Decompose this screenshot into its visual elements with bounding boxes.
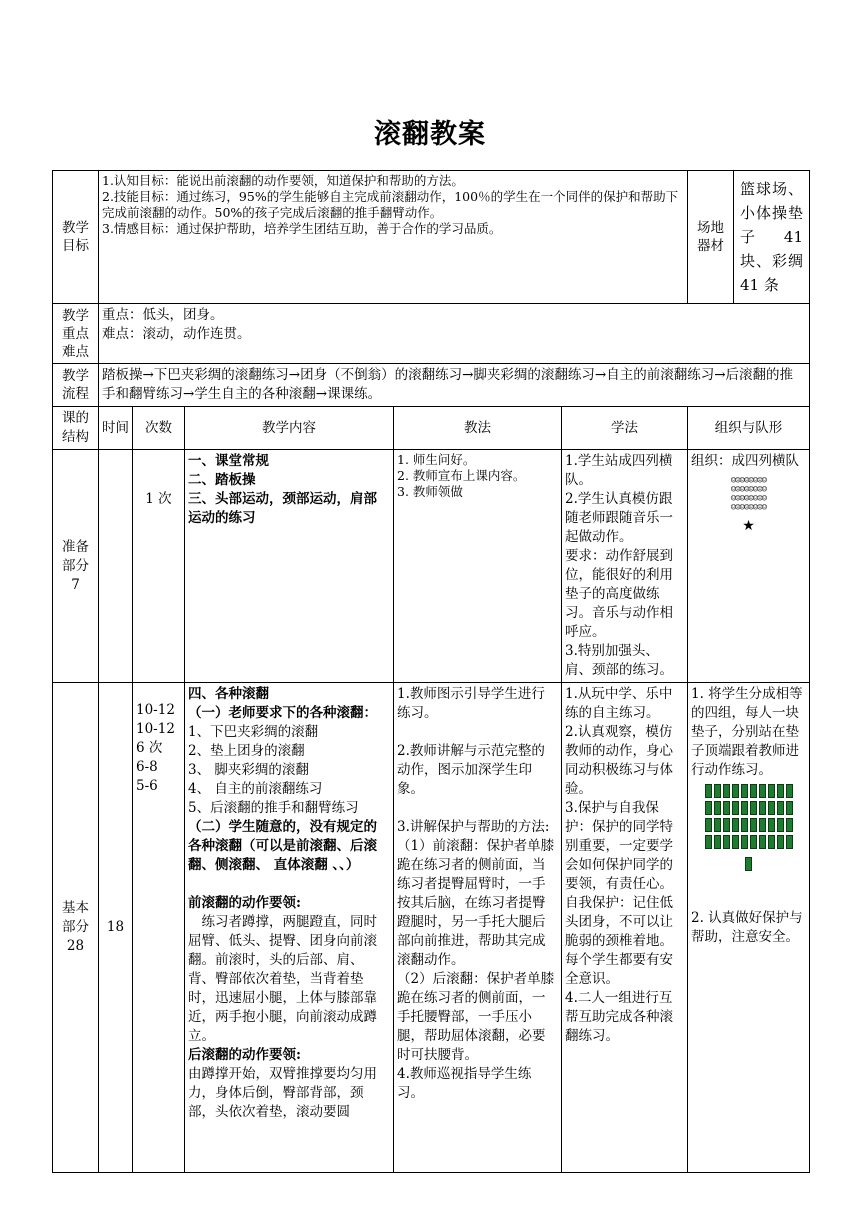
mat-icon	[759, 784, 766, 798]
basic-time: 18	[99, 683, 133, 1173]
basic-content	[185, 683, 394, 1173]
prep-org-text: 组织：成四列横队	[691, 453, 799, 469]
method-item: （2）后滚翻：保护者单膝跪在练习者的侧前面，一手托腰臀部，一手压小腿，帮助屈体滚翻，必要时可扶腰背。	[397, 971, 555, 1063]
mat-icon	[705, 784, 712, 798]
count-item: 5-6	[136, 778, 158, 794]
forward-roll-text: 练习者蹲撑，两腿蹬直，同时屈臂、低头、提臀、团身向前滚翻。前滚时，头的后部、肩、背、臀部依次着垫，当背着垫时，迅速屈小腿，上体与膝部靠近，两手抱小腿，向前滚动成蹲立。	[188, 914, 377, 1044]
page-title: 滚翻教案	[374, 119, 486, 150]
content-item: 1、下巴夹彩绸的滚翻	[188, 724, 319, 740]
org-step-2: 2. 认真做好保护与帮助，注意安全。	[691, 910, 803, 945]
key-points-cell	[99, 304, 810, 364]
objective-3: 3.情感目标：通过保护帮助，培养学生团结互助，善于合作的学习品质。	[102, 221, 502, 236]
content-item: 2、垫上团身的滚翻	[188, 743, 305, 759]
mat-icon	[741, 801, 748, 815]
mat-formation	[691, 784, 806, 849]
content-heading-2: （一）老师要求下的各种滚翻：	[188, 705, 377, 721]
mat-icon	[750, 835, 757, 849]
content-item: 5、后滚翻的推手和翻臂练习	[188, 800, 359, 816]
header-content: 教学内容	[185, 407, 394, 450]
prep-method-2: 2. 教师宣布上课内容。	[397, 468, 526, 483]
lesson-plan-table	[52, 170, 810, 1173]
mat-icon	[705, 801, 712, 815]
backward-roll-title: 后滚翻的动作要领:	[188, 1047, 301, 1063]
mat-icon	[732, 818, 739, 832]
mat-icon	[786, 784, 793, 798]
prep-learning-3: 要求：动作舒展到位，能很好的利用垫子的高度做练习。音乐与动作相呼应。	[565, 548, 673, 640]
learning-item: 1.从玩中学、乐中练的自主练习。	[565, 686, 673, 721]
mat-icon	[777, 835, 784, 849]
mat-icon	[741, 818, 748, 832]
header-method: 教法	[394, 407, 562, 450]
mat-icon	[786, 818, 793, 832]
mat-icon	[768, 784, 775, 798]
venue-label: 场地器材	[688, 171, 734, 304]
header-time: 时间	[99, 407, 133, 450]
header-learning: 学法	[562, 407, 688, 450]
count-item: 10-12	[136, 721, 175, 737]
key-points-label: 教学重点难点	[53, 304, 99, 364]
method-item: 1.教师图示引导学生进行练习。	[397, 686, 545, 721]
basic-organization	[688, 683, 810, 1173]
venue-text: 篮球场、小体操垫子 41 块、彩绸 41 条	[734, 171, 810, 304]
mat-icon	[714, 835, 721, 849]
prep-method	[394, 450, 562, 683]
count-item: 6-8	[136, 759, 158, 775]
objectives-cell	[99, 171, 688, 304]
mat-icon	[705, 835, 712, 849]
prep-content-2: 二、踏板操	[188, 472, 256, 488]
mat-icon	[768, 818, 775, 832]
prep-learning-2: 2.学生认真模仿跟随老师跟随音乐一起做动作。	[565, 491, 673, 545]
method-item: 3.讲解保护与帮助的方法:	[397, 819, 550, 835]
mat-icon	[777, 801, 784, 815]
method-item: 4.教师巡视指导学生练习。	[397, 1066, 532, 1101]
difficulty-point: 难点：滚动，动作连贯。	[102, 326, 251, 342]
mat-icon	[745, 857, 752, 871]
formation-row: ☺☺☺☺☺☺☺☺	[730, 476, 767, 486]
prep-learning-4: 3.特别加强头、肩、颈部的练习。	[565, 643, 673, 678]
content-item: 3、 脚夹彩绸的滚翻	[188, 762, 309, 778]
backward-roll-text: 由蹲撑开始，双臂推撑要均匀用力，身体后倒，臀部背部，颈部，头依次着垫，滚动要圆	[188, 1066, 377, 1120]
prep-organization	[688, 450, 810, 683]
formation-row: ☺☺☺☺☺☺☺☺	[730, 494, 767, 504]
basic-structure-minutes: 28	[66, 938, 85, 954]
prep-method-3: 3. 教师领做	[397, 484, 463, 499]
four-row-formation	[691, 477, 806, 513]
mat-icon	[750, 784, 757, 798]
prep-structure-label: 准备部分	[62, 538, 89, 574]
org-step-1: 1. 将学生分成相等的四组，每人一块垫子，分别站在垫子顶端跟着教师进行动作练习。	[691, 686, 803, 778]
prep-count: 1 次	[133, 450, 185, 683]
process-label: 教学流程	[53, 364, 99, 407]
mat-icon	[741, 784, 748, 798]
basic-counts	[133, 683, 185, 1173]
learning-item: 2.认真观察，模仿教师的动作，身心同动积极练习与体验。	[565, 724, 673, 797]
mat-icon	[723, 835, 730, 849]
objective-1: 1.认知目标：能说出前滚翻的动作要领，知道保护和帮助的方法。	[102, 173, 464, 188]
mat-icon	[732, 835, 739, 849]
count-item: 6 次	[136, 740, 163, 756]
basic-row	[53, 683, 810, 1173]
prep-content	[185, 450, 394, 683]
basic-structure	[53, 683, 99, 1173]
key-points-row	[53, 304, 810, 364]
content-item: 4、 自主的前滚翻练习	[188, 781, 323, 797]
prep-structure-minutes: 7	[71, 576, 80, 593]
mat-icon	[786, 801, 793, 815]
prep-content-1: 一、课堂常规	[188, 453, 269, 469]
prep-learning	[562, 450, 688, 683]
mat-icon	[786, 835, 793, 849]
mat-icon	[759, 801, 766, 815]
prep-row	[53, 450, 810, 683]
mat-icon	[723, 801, 730, 815]
teacher-star-icon: ★	[742, 518, 755, 534]
mat-icon	[777, 818, 784, 832]
prep-time	[99, 450, 133, 683]
mat-icon	[741, 835, 748, 849]
mat-icon	[714, 784, 721, 798]
method-item: （1）前滚翻：保护者单膝跪在练习者的侧前面，当练习者提臀屈臂时，一手按其后脑，在练习者提臀蹬腿时，另一手托大腿后部向前推进，帮助其完成滚翻动作。	[397, 838, 555, 968]
formation-row: ☺☺☺☺☺☺☺☺	[730, 503, 767, 513]
learning-item: 3.保护与自我保护：保护的同学特别重要，一定要学会如何保护同学的要领，有责任心。自我保护：记住低头团身，不可以让脆弱的颈椎着地。每个学生都要有安全意识。	[565, 800, 673, 987]
method-item: 2.教师讲解与示范完整的动作，图示加深学生印象。	[397, 743, 545, 797]
process-text: 踏板操→下巴夹彩绸的滚翻练习→团身（不倒翁）的滚翻练习→脚夹彩绸的滚翻练习→自主的前滚翻练习→后滚翻的推手和翻臂练习→学生自主的各种滚翻→课课练。	[99, 364, 810, 407]
prep-structure	[53, 450, 99, 683]
basic-method	[394, 683, 562, 1173]
mat-icon	[768, 835, 775, 849]
prep-method-1: 1. 师生问好。	[397, 452, 476, 467]
mat-icon	[714, 818, 721, 832]
mat-icon	[768, 801, 775, 815]
mat-icon	[759, 818, 766, 832]
mat-icon	[723, 784, 730, 798]
forward-roll-title: 前滚翻的动作要领:	[188, 895, 301, 911]
mat-icon	[723, 818, 730, 832]
mat-icon	[705, 818, 712, 832]
mat-icon	[777, 784, 784, 798]
mat-icon	[714, 801, 721, 815]
formation-row: ☺☺☺☺☺☺☺☺	[730, 485, 767, 495]
mat-icon	[732, 784, 739, 798]
column-header-row	[53, 407, 810, 450]
prep-learning-1: 1.学生站成四列横队。	[565, 453, 673, 488]
content-heading-1: 四、各种滚翻	[188, 686, 269, 702]
header-organization: 组织与队形	[688, 407, 810, 450]
content-heading-3: （二）学生随意的，没有规定的各种滚翻（可以是前滚翻、后滚翻、侧滚翻、 直体滚翻 、、）	[188, 819, 377, 873]
mat-icon	[750, 801, 757, 815]
objectives-row	[53, 171, 810, 304]
process-row	[53, 364, 810, 407]
header-structure: 课的结构	[53, 407, 99, 450]
mat-icon	[750, 818, 757, 832]
learning-item: 4.二人一组进行互帮互助完成各种滚翻练习。	[565, 990, 673, 1044]
mat-icon	[759, 835, 766, 849]
objectives-label: 教学目标	[53, 171, 99, 304]
mat-icon	[732, 801, 739, 815]
header-count: 次数	[133, 407, 185, 450]
objective-2: 2.技能目标：通过练习，95%的学生能够自主完成前滚翻动作，100％的学生在一个同伴的保护和帮助下完成前滚翻的动作。50%的孩子完成后滚翻的推手翻臂动作。	[102, 189, 679, 220]
basic-structure-label: 基本部分	[62, 900, 89, 935]
prep-content-3: 三、头部运动，颈部运动，肩部运动的练习	[188, 491, 377, 526]
count-item: 10-12	[136, 702, 175, 718]
basic-learning	[562, 683, 688, 1173]
key-point: 重点：低头，团身。	[102, 307, 224, 323]
